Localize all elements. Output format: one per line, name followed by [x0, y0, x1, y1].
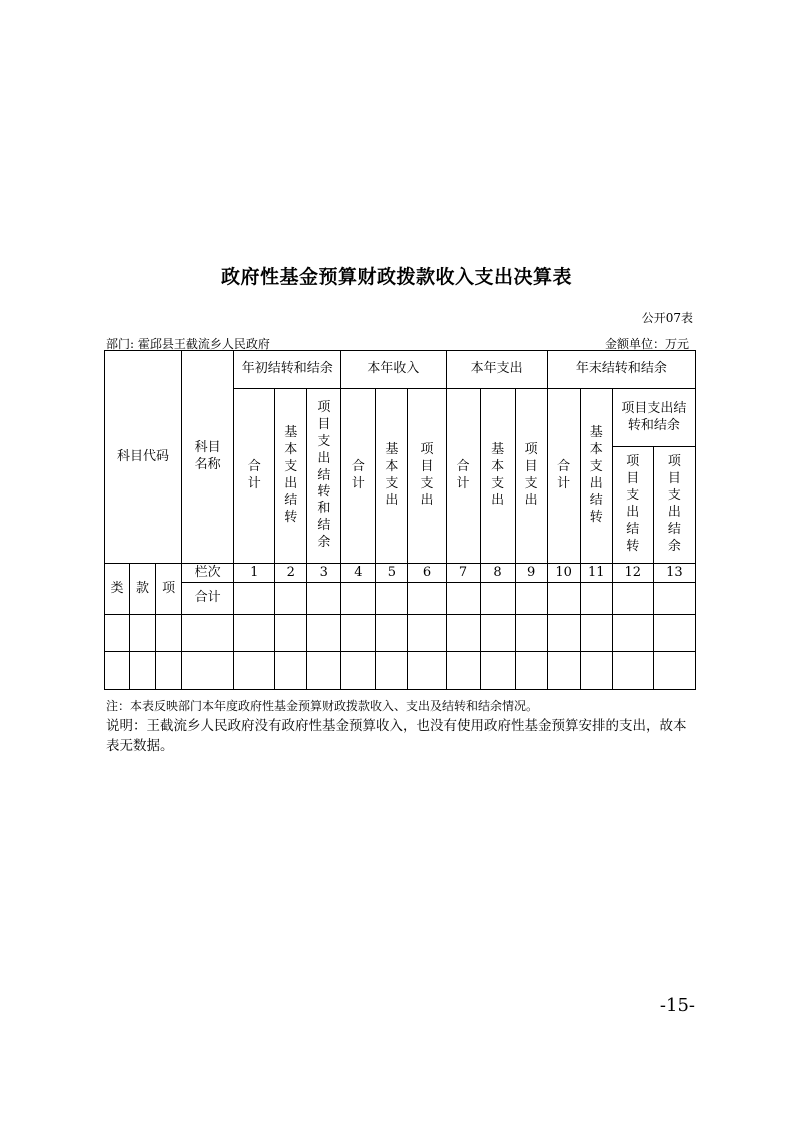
row-total-label: 合计: [182, 583, 234, 615]
table-cell: [234, 615, 275, 652]
table-cell: [105, 615, 130, 652]
page-title: 政府性基金预算财政拨款收入支出决算表: [220, 266, 572, 288]
col-number: 10: [547, 564, 580, 583]
header-end-project-group: 项目支出结转和结余: [612, 389, 695, 447]
table-cell: [480, 583, 515, 615]
col-number: 3: [307, 564, 341, 583]
table-cell: [275, 615, 307, 652]
col-number: 6: [408, 564, 446, 583]
table-row-total: [105, 583, 696, 615]
table-cell: [580, 615, 612, 652]
col-number: 5: [376, 564, 408, 583]
header-end-basic-carry: 基本支出结转: [580, 389, 612, 564]
header-begin-basic-carry: 基本支出结转: [275, 389, 307, 564]
row-index-label: 栏次: [182, 564, 234, 583]
header-current-income: 本年收入: [341, 351, 446, 389]
col-number: 2: [275, 564, 307, 583]
header-lei: 类: [105, 564, 130, 615]
header-income-project: 项目支出: [408, 389, 446, 564]
table-cell: [130, 652, 156, 690]
table-cell: [408, 615, 446, 652]
header-kuan: 款: [130, 564, 156, 615]
table-cell: [612, 652, 653, 690]
table-cell: [307, 652, 341, 690]
header-current-expense: 本年支出: [446, 351, 547, 389]
form-number: 公开07表: [641, 311, 693, 325]
header-end-balance: 年末结转和结余: [547, 351, 695, 389]
col-number: 11: [580, 564, 612, 583]
table-cell: [376, 583, 408, 615]
table-cell: [515, 583, 547, 615]
table-cell: [653, 583, 695, 615]
table-cell: [275, 583, 307, 615]
table-cell: [580, 652, 612, 690]
table-cell: [653, 652, 695, 690]
table-cell: [307, 583, 341, 615]
header-expense-total: 合计: [446, 389, 480, 564]
table-cell: [446, 615, 480, 652]
table-row: [105, 615, 696, 652]
header-begin-project-carry-balance: 项目支出结转和结余: [307, 389, 341, 564]
col-number: 8: [480, 564, 515, 583]
table-cell: [446, 583, 480, 615]
table-cell: [130, 615, 156, 652]
col-number: 4: [341, 564, 376, 583]
table-cell: [547, 615, 580, 652]
table-cell: [341, 615, 376, 652]
table-cell: [480, 615, 515, 652]
header-expense-project: 项目支出: [515, 389, 547, 564]
header-begin-balance: 年初结转和结余: [234, 351, 341, 389]
header-income-basic: 基本支出: [376, 389, 408, 564]
table-cell: [105, 652, 130, 690]
col-number: 7: [446, 564, 480, 583]
table-cell: [341, 652, 376, 690]
table-cell: [612, 583, 653, 615]
table-cell: [275, 652, 307, 690]
table-cell: [182, 615, 234, 652]
col-number: 9: [515, 564, 547, 583]
table-cell: [547, 652, 580, 690]
col-number: 12: [612, 564, 653, 583]
table-cell: [480, 652, 515, 690]
table-cell: [580, 583, 612, 615]
header-expense-basic: 基本支出: [480, 389, 515, 564]
table-cell: [376, 652, 408, 690]
table-cell: [408, 583, 446, 615]
header-subject-code: 科目代码: [105, 351, 182, 564]
table-cell: [446, 652, 480, 690]
col-number: 1: [234, 564, 275, 583]
header-subject-name: 科目名称: [182, 351, 234, 564]
table-cell: [376, 615, 408, 652]
table-cell: [234, 583, 275, 615]
table-cell: [156, 615, 182, 652]
table-cell: [156, 652, 182, 690]
header-end-project-carry: 项目支出结转: [612, 447, 653, 564]
table-cell: [182, 652, 234, 690]
table-cell: [612, 615, 653, 652]
table-cell: [234, 652, 275, 690]
table-cell: [515, 615, 547, 652]
table-cell: [547, 583, 580, 615]
table-row: [105, 652, 696, 690]
budget-table: [104, 350, 696, 690]
table-cell: [341, 583, 376, 615]
table-note: 注：本表反映部门本年度政府性基金预算财政拨款收入、支出及结转和结余情况。: [106, 699, 539, 713]
table-explanation: 说明：王截流乡人民政府没有政府性基金预算收入，也没有使用政府性基金预算安排的支出，故本表无数据。: [106, 718, 687, 754]
header-xiang: 项: [156, 564, 182, 615]
page-number: -15-: [659, 995, 695, 1016]
amount-unit-label: 金额单位：万元: [604, 337, 689, 351]
col-number: 13: [653, 564, 695, 583]
table-cell: [515, 652, 547, 690]
header-income-total: 合计: [341, 389, 376, 564]
department-label: 部门: 霍邱县王截流乡人民政府: [106, 337, 270, 351]
table-cell: [408, 652, 446, 690]
header-end-total: 合计: [547, 389, 580, 564]
table-cell: [653, 615, 695, 652]
table-cell: [307, 615, 341, 652]
header-begin-total: 合计: [234, 389, 275, 564]
header-end-project-balance: 项目支出结余: [653, 447, 695, 564]
